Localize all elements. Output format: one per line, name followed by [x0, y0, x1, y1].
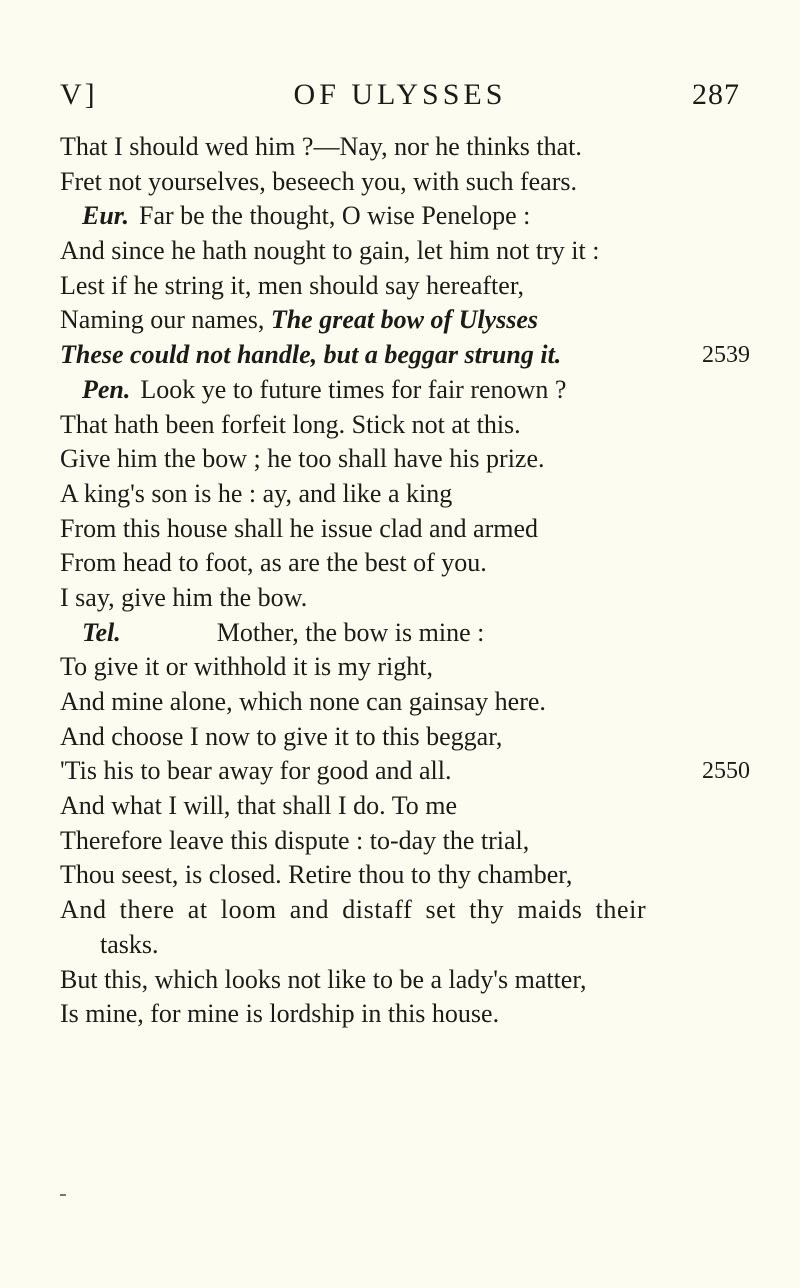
line-text: Give him the bow ; he too shall have his prize. — [60, 444, 545, 474]
verse-line — [60, 858, 750, 893]
verse-line — [60, 303, 750, 338]
verse-line — [60, 408, 750, 443]
verse-line — [60, 616, 750, 651]
section-number: V] — [60, 78, 98, 111]
verse-line — [60, 893, 750, 928]
line-text: tasks. — [100, 929, 159, 959]
verse-line — [60, 269, 750, 304]
line-text: Lest if he string it, men should say hereafter, — [60, 270, 524, 300]
verse-line — [60, 234, 750, 269]
italic-quote: The great bow of Ulysses — [270, 305, 539, 335]
line-text: Fret not yourselves, beseech you, with such fears. — [60, 166, 577, 196]
line-text: And choose I now to give it to this beggar, — [60, 721, 503, 751]
line-text: From head to foot, as are the best of you. — [60, 548, 487, 578]
line-text: And there at loom and distaff set thy maids their — [60, 895, 647, 925]
line-text: And what I will, that shall I do. To me — [60, 791, 458, 821]
line-text: That I should wed him ?—Nay, nor he thinks that. — [60, 132, 582, 161]
verse-line — [60, 477, 750, 512]
verse-text — [60, 130, 750, 1032]
verse-line — [60, 338, 750, 373]
speaker-label: Eur. — [82, 201, 129, 231]
verse-line — [60, 512, 750, 547]
page-number: 287 — [692, 78, 740, 111]
line-number: 2550 — [702, 758, 750, 785]
running-header — [60, 78, 740, 118]
verse-line — [60, 997, 750, 1032]
verse-line — [60, 581, 750, 616]
line-text: Mother, the bow is mine : — [216, 617, 485, 647]
running-title: OF ULYSSES — [293, 78, 507, 111]
verse-line-continuation — [60, 928, 750, 963]
italic-quote: These could not handle, but a beggar strung it. — [60, 340, 562, 370]
line-text: Naming our names, — [60, 305, 265, 335]
verse-line — [60, 685, 750, 720]
speaker-label: Tel. — [82, 617, 121, 647]
line-text: Look ye to future times for fair renown ? — [140, 374, 567, 404]
line-text: To give it or withhold it is my right, — [60, 652, 434, 682]
line-text: That hath been forfeit long. Stick not at this. — [60, 409, 521, 439]
verse-line — [60, 720, 750, 755]
verse-line — [60, 650, 750, 685]
speaker-label: Pen. — [82, 374, 131, 404]
line-text: And mine alone, which none can gainsay here. — [60, 687, 546, 716]
line-number: 2539 — [702, 342, 750, 369]
verse-line — [60, 130, 750, 165]
verse-line — [60, 199, 750, 234]
line-text: Is mine, for mine is lordship in this house. — [60, 999, 500, 1029]
verse-line — [60, 789, 750, 824]
verse-line — [60, 546, 750, 581]
line-text: But this, which looks not like to be a lady's matter, — [60, 964, 587, 994]
verse-line — [60, 442, 750, 477]
line-text: I say, give him the bow. — [60, 582, 308, 612]
verse-line — [60, 824, 750, 859]
line-text: Far be the thought, O wise Penelope : — [139, 201, 531, 231]
line-text: 'Tis his to bear away for good and all. — [60, 756, 452, 786]
line-text: From this house shall he issue clad and armed — [60, 513, 539, 543]
line-text: A king's son is he : ay, and like a king — [60, 478, 453, 508]
line-text: Thou seest, is closed. Retire thou to thy chamber, — [60, 860, 573, 890]
margin-mark — [60, 1194, 66, 1196]
line-text: Therefore leave this dispute : to-day the trial, — [60, 825, 530, 855]
verse-line — [60, 165, 750, 200]
line-text: And since he hath nought to gain, let him not try it : — [60, 236, 600, 266]
verse-line — [60, 754, 750, 789]
verse-line — [60, 373, 750, 408]
verse-line — [60, 963, 750, 998]
